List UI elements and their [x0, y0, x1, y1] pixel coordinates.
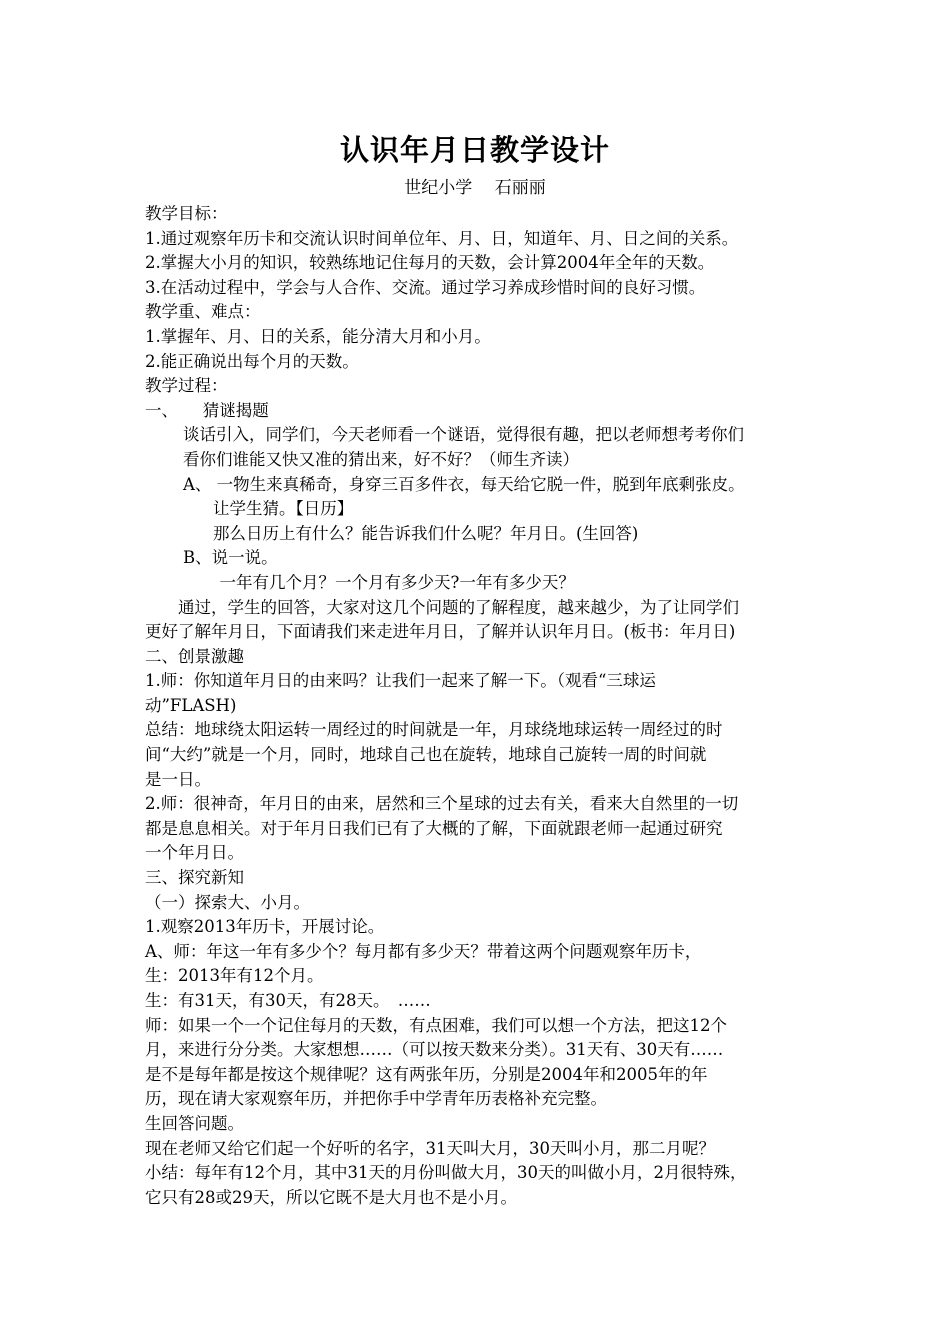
document-title: 认识年月日教学设计 [339, 133, 610, 167]
paragraph-line: 1.师：你知道年月日的由来吗？让我们一起来了解一下。（观看“三球运 [145, 671, 656, 691]
document-body [145, 202, 825, 1210]
paragraph-line: 让学生猜。【日历】 [213, 499, 354, 519]
paragraph-line: 它只有28或29天，所以它既不是大月也不是小月。 [145, 1187, 517, 1207]
paragraph-line: 2.掌握大小月的知识，较熟练地记住每月的天数，会计算2004年全年的天数。 [145, 253, 715, 273]
section-heading: 二、创景激趣 [145, 646, 244, 666]
paragraph-line: 谈话引入，同学们，今天老师看一个谜语，觉得很有趣，把以老师想考考你们 [183, 425, 744, 445]
section-heading: 教学目标： [145, 204, 228, 223]
paragraph-line: B、说一说。 [183, 548, 278, 568]
paragraph-line: 小结：每年有12个月，其中31天的月份叫做大月，30天的叫做小月，2月很特殊， [145, 1163, 747, 1183]
paragraph-line: 月，来进行分分类。大家想想……（可以按天数来分类）。31天有、30天有…… [145, 1040, 724, 1060]
author-line: 世纪小学 石丽丽 [404, 178, 546, 198]
paragraph-line: 1.通过观察年历卡和交流认识时间单位年、月、日，知道年、月、日之间的关系。 [145, 228, 739, 248]
paragraph-line: 1.掌握年、月、日的关系，能分清大月和小月。 [145, 326, 491, 346]
paragraph-line: 师：如果一个一个记住每月的天数，有点困难，我们可以想一个方法，把这12个 [145, 1015, 727, 1035]
paragraph-line: 生：2013年有12个月。 [145, 966, 324, 986]
paragraph-line: 生：有31天，有30天，有28天。 …… [145, 991, 431, 1010]
paragraph-line: 2.能正确说出每个月的天数。 [145, 351, 359, 371]
subsection-heading: （一）探索大、小月。 [145, 892, 310, 912]
paragraph-line: 2.师：很神奇，年月日的由来，居然和三个星球的过去有关，看来大自然里的一切 [145, 794, 739, 814]
paragraph-line: 一个年月日。 [145, 843, 244, 863]
paragraph-line: 看你们谁能又快又准的猜出来，好不好？（师生齐读） [183, 449, 579, 469]
paragraph-line: 3.在活动过程中，学会与人合作、交流。通过学习养成珍惜时间的良好习惯。 [145, 277, 706, 297]
paragraph-line: 历，现在请大家观察年历，并把你手中学青年历表格补充完整。 [145, 1089, 607, 1109]
section-heading: 教学重、难点： [145, 302, 261, 322]
paragraph-line: 生回答问题。 [145, 1113, 244, 1133]
paragraph-line: 一年有几个月？一个月有多少天?一年有多少天？ [203, 572, 575, 592]
paragraph-line: 更好了解年月日，下面请我们来走进年月日，了解并认识年月日。(板书：年月日) [145, 622, 736, 642]
paragraph-line: 间“大约”就是一个月，同时，地球自己也在旋转，地球自己旋转一周的时间就 [145, 745, 707, 765]
paragraph-line: 都是息息相关。对于年月日我们已有了大概的了解，下面就跟老师一起通过研究 [145, 818, 723, 838]
paragraph-line: A、师：年这一年有多少个？每月都有多少天？带着这两个问题观察年历卡， [145, 941, 702, 961]
section-heading: 三、探究新知 [145, 868, 244, 888]
paragraph-line: 动”FLASH) [145, 695, 237, 715]
section-heading: 一、 猜谜揭题 [145, 400, 269, 420]
paragraph-line: 是不是每年都是按这个规律呢？这有两张年历，分别是2004年和2005年的年 [145, 1064, 708, 1084]
paragraph-line: 是一日。 [145, 769, 211, 789]
paragraph-line: 现在老师又给它们起一个好听的名字，31天叫大月，30天叫小月，那二月呢？ [145, 1138, 715, 1158]
paragraph-line: 通过，学生的回答，大家对这几个问题的了解程度，越来越少，为了让同学们 [145, 597, 739, 617]
section-heading: 教学过程： [145, 376, 228, 396]
paragraph-line: 总结：地球绕太阳运转一周经过的时间就是一年，月球绕地球运转一周经过的时 [145, 720, 723, 740]
paragraph-line: 1.观察2013年历卡，开展讨论。 [145, 917, 385, 937]
paragraph-line: A、 一物生来真稀奇，身穿三百多件衣，每天给它脱一件，脱到年底剩张皮。 [183, 474, 745, 494]
paragraph-line: 那么日历上有什么？能告诉我们什么呢？年月日。(生回答) [213, 523, 639, 543]
